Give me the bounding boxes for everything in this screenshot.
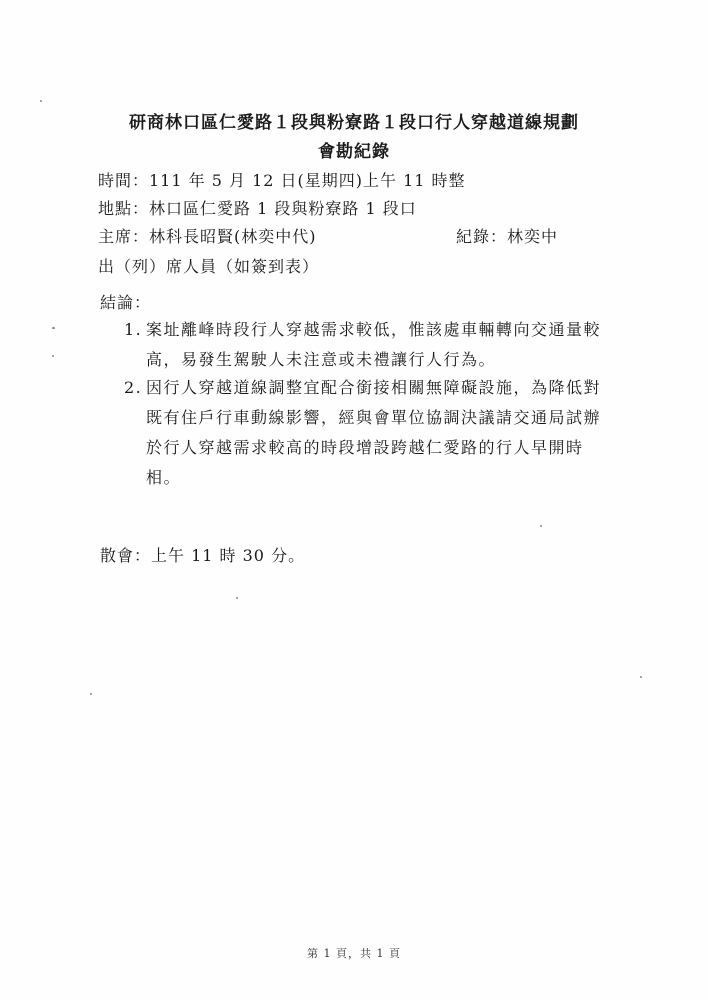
scan-speck xyxy=(52,355,54,357)
conclusion-item xyxy=(124,315,614,375)
meeting-attendees: 出（列）席人員（如簽到表） xyxy=(98,257,320,276)
meeting-chair: 主席：林科長昭賢(林奕中代) xyxy=(98,227,317,246)
scan-speck xyxy=(52,327,55,329)
scan-speck xyxy=(90,693,92,695)
conclusion-item xyxy=(124,373,614,493)
scan-speck xyxy=(40,100,42,102)
document-title: 研商林口區仁愛路１段與粉寮路１段口行人穿越道線規劃 xyxy=(129,113,579,133)
conclusion-item-text: 因行人穿越道線調整宜配合銜接相關無障礙設施，為降低對既有住戶行車動線影響，經與會單位協調決議請交通局試辦於行人穿越需求較高的時段增設跨越仁愛路的行人早開時相。 xyxy=(146,378,602,487)
meeting-recorder: 紀錄：林奕中 xyxy=(456,227,559,246)
scan-speck xyxy=(540,525,542,527)
conclusion-item-number: 1. xyxy=(124,320,143,339)
document-subtitle: 會勘紀錄 xyxy=(318,142,390,162)
conclusion-label: 結論： xyxy=(100,293,152,312)
meeting-location: 地點：林口區仁愛路 1 段與粉寮路 1 段口 xyxy=(98,199,417,218)
adjournment: 散會：上午 11 時 30 分。 xyxy=(100,546,306,565)
meeting-time: 時間：111 年 5 月 12 日(星期四)上午 11 時整 xyxy=(98,171,466,190)
page-footer: 第 1 頁，共 1 頁 xyxy=(307,947,401,960)
scan-speck xyxy=(236,597,238,599)
conclusion-item-text: 案址離峰時段行人穿越需求較低，惟該處車輛轉向交通量較高，易發生駕駛人未注意或未禮讓行人行為。 xyxy=(146,320,602,369)
scan-speck xyxy=(640,676,642,678)
conclusion-item-number: 2. xyxy=(124,378,143,397)
